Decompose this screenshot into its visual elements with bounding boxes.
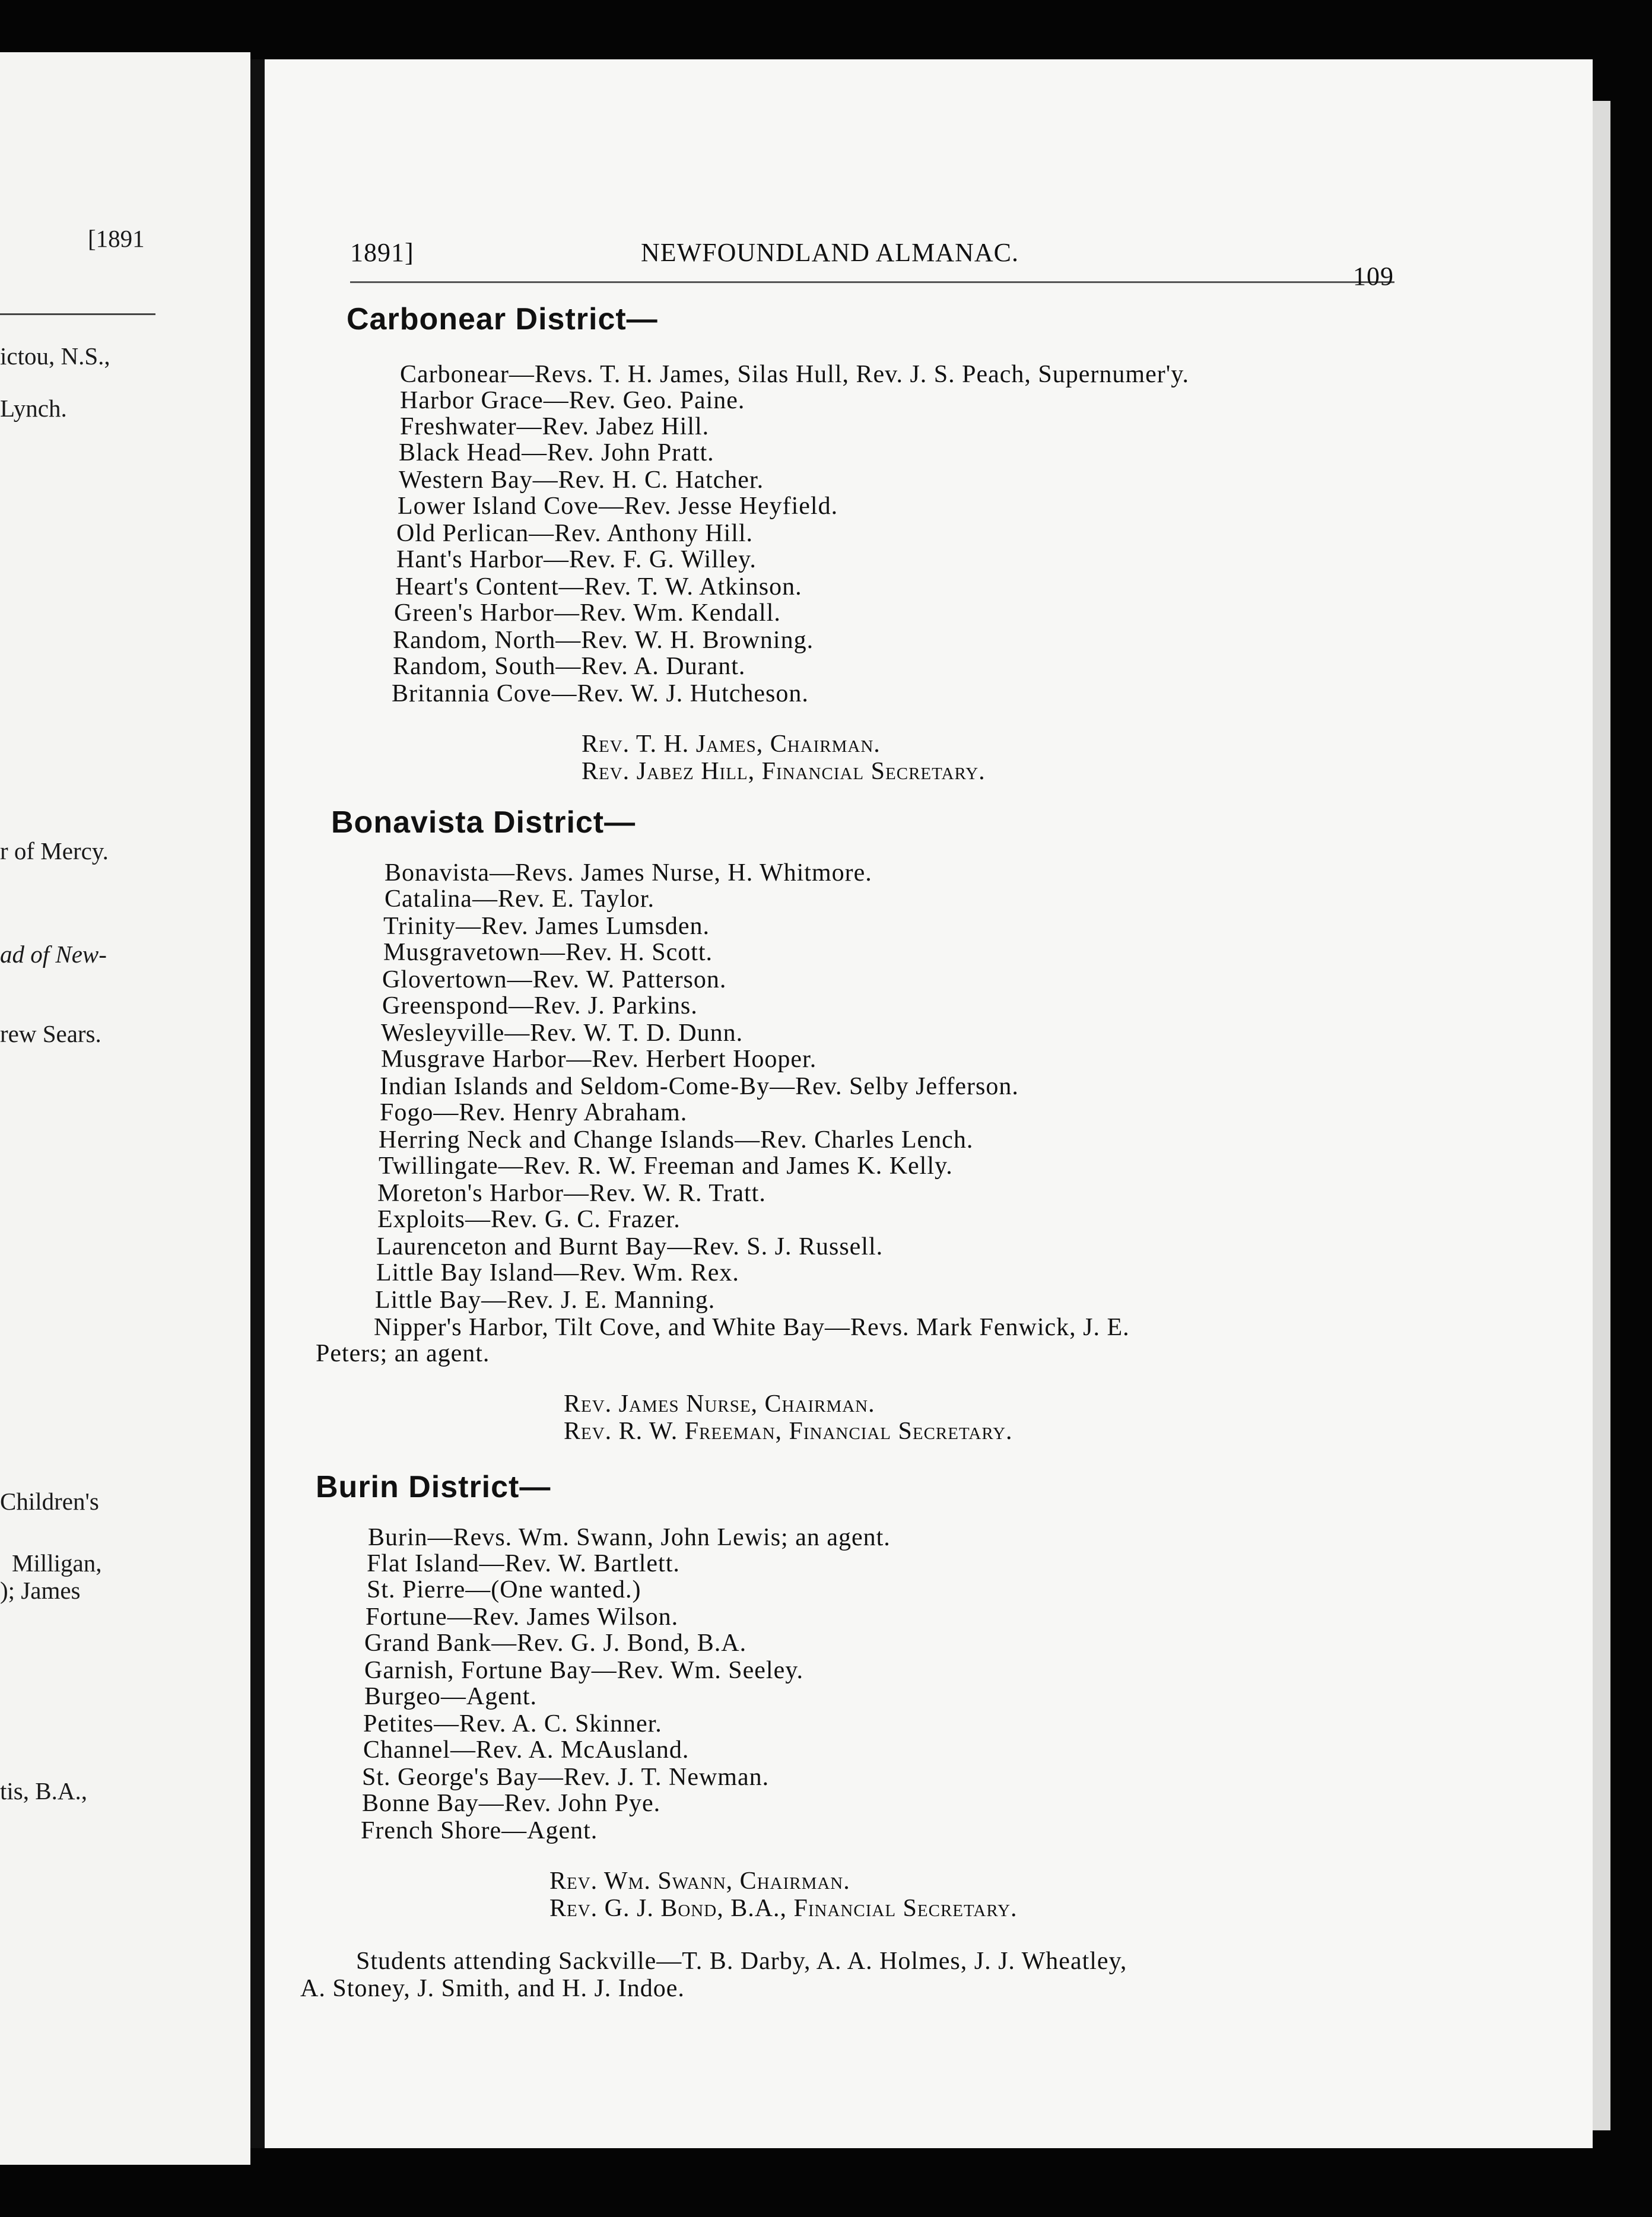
- station-line: Channel—Rev. A. McAusland.: [363, 1736, 690, 1764]
- station-line: Burgeo—Agent.: [364, 1683, 538, 1710]
- district-heading-bonavista: Bonavista District—: [331, 805, 636, 840]
- station-line: Petites—Rev. A. C. Skinner.: [363, 1710, 662, 1738]
- station-line: Musgrave Harbor—Rev. Herbert Hooper.: [381, 1046, 817, 1073]
- station-line: Bonne Bay—Rev. John Pye.: [362, 1790, 661, 1817]
- station-line: Black Head—Rev. John Pratt.: [399, 439, 714, 466]
- district-chairman: Rev. James Nurse, Chairman.: [564, 1390, 875, 1418]
- station-line: Hant's Harbor—Rev. F. G. Willey.: [396, 546, 757, 573]
- station-line: Garnish, Fortune Bay—Rev. Wm. Seeley.: [364, 1657, 803, 1684]
- station-line: Heart's Content—Rev. T. W. Atkinson.: [395, 573, 802, 601]
- station-line: Peters; an agent.: [316, 1340, 490, 1367]
- station-line: Fogo—Rev. Henry Abraham.: [380, 1099, 688, 1126]
- students-line: Students attending Sackville—T. B. Darby, A. A. Holmes, J. J. Wheatley,: [356, 1948, 1127, 1975]
- district-financial-secretary: Rev. R. W. Freeman, Financial Secretary.: [564, 1418, 1013, 1445]
- station-line: French Shore—Agent.: [361, 1817, 598, 1844]
- left-fragment: rew Sears.: [0, 1020, 101, 1047]
- station-line: Exploits—Rev. G. C. Frazer.: [377, 1206, 681, 1233]
- station-line: Little Bay Island—Rev. Wm. Rex.: [376, 1259, 739, 1287]
- station-line: St. George's Bay—Rev. J. T. Newman.: [362, 1764, 770, 1791]
- left-page-rule: [0, 313, 155, 315]
- station-line: Herring Neck and Change Islands—Rev. Charles Lench.: [379, 1126, 974, 1154]
- left-fragment: r of Mercy.: [0, 837, 109, 865]
- station-line: Western Bay—Rev. H. C. Hatcher.: [399, 466, 764, 494]
- station-line: Glovertown—Rev. W. Patterson.: [382, 966, 727, 993]
- station-line: Green's Harbor—Rev. Wm. Kendall.: [394, 599, 781, 627]
- left-fragment: ad of New-: [0, 941, 107, 968]
- station-line: Nipper's Harbor, Tilt Cove, and White Bay—Revs. Mark Fenwick, J. E.: [374, 1314, 1130, 1341]
- station-line: Britannia Cove—Rev. W. J. Hutcheson.: [392, 680, 809, 707]
- left-fragment: Milligan,: [12, 1549, 102, 1577]
- page-number: 109: [1353, 262, 1394, 291]
- station-line: Fortune—Rev. James Wilson.: [366, 1603, 679, 1631]
- station-line: Twillingate—Rev. R. W. Freeman and James K. Kelly.: [379, 1152, 953, 1180]
- district-financial-secretary: Rev. Jabez Hill, Financial Secretary.: [582, 758, 986, 785]
- left-fragment: Lynch.: [0, 395, 67, 422]
- station-line: Laurenceton and Burnt Bay—Rev. S. J. Russell.: [376, 1233, 884, 1260]
- station-line: Bonavista—Revs. James Nurse, H. Whitmore.: [385, 859, 872, 887]
- left-fragment: Children's: [0, 1488, 99, 1515]
- station-line: Catalina—Rev. E. Taylor.: [385, 885, 655, 913]
- station-line: St. Pierre—(One wanted.): [367, 1576, 641, 1603]
- left-fragment: ictou, N.S.,: [0, 342, 110, 370]
- station-line: Indian Islands and Seldom-Come-By—Rev. Selby Jefferson.: [380, 1073, 1019, 1100]
- station-line: Moreton's Harbor—Rev. W. R. Tratt.: [377, 1180, 766, 1207]
- district-heading-burin: Burin District—: [316, 1470, 551, 1504]
- station-line: Freshwater—Rev. Jabez Hill.: [400, 413, 710, 440]
- book-gutter: [250, 59, 265, 2148]
- left-page: [0, 52, 250, 2165]
- station-line: Random, North—Rev. W. H. Browning.: [393, 627, 814, 654]
- left-page-year: [1891: [88, 225, 145, 252]
- district-chairman: Rev. Wm. Swann, Chairman.: [549, 1867, 850, 1895]
- station-line: Carbonear—Revs. T. H. James, Silas Hull, Rev. J. S. Peach, Supernumer'y.: [400, 361, 1190, 388]
- station-line: Burin—Revs. Wm. Swann, John Lewis; an agent.: [368, 1524, 891, 1551]
- station-line: Old Perlican—Rev. Anthony Hill.: [396, 520, 754, 547]
- page-edge: [1593, 101, 1610, 2130]
- station-line: Harbor Grace—Rev. Geo. Paine.: [400, 387, 745, 414]
- left-fragment: tis, B.A.,: [0, 1777, 87, 1805]
- station-line: Lower Island Cove—Rev. Jesse Heyfield.: [398, 493, 838, 520]
- students-line: A. Stoney, J. Smith, and H. J. Indoe.: [300, 1975, 685, 2002]
- district-chairman: Rev. T. H. James, Chairman.: [582, 730, 881, 758]
- station-line: Grand Bank—Rev. G. J. Bond, B.A.: [364, 1630, 747, 1657]
- station-line: Random, South—Rev. A. Durant.: [393, 653, 746, 680]
- running-header: [350, 237, 1394, 291]
- station-line: Trinity—Rev. James Lumsden.: [383, 913, 710, 940]
- station-line: Little Bay—Rev. J. E. Manning.: [375, 1287, 716, 1314]
- station-line: Flat Island—Rev. W. Bartlett.: [367, 1550, 680, 1577]
- header-year: 1891]: [350, 238, 414, 267]
- header-title: NEWFOUNDLAND ALMANAC.: [641, 238, 1019, 267]
- station-line: Greenspond—Rev. J. Parkins.: [382, 992, 698, 1019]
- district-financial-secretary: Rev. G. J. Bond, B.A., Financial Secretary.: [549, 1895, 1018, 1922]
- station-line: Musgravetown—Rev. H. Scott.: [383, 939, 713, 966]
- left-fragment: ); James: [0, 1577, 81, 1604]
- station-line: Wesleyville—Rev. W. T. D. Dunn.: [381, 1019, 744, 1047]
- district-heading-carbonear: Carbonear District—: [347, 302, 658, 336]
